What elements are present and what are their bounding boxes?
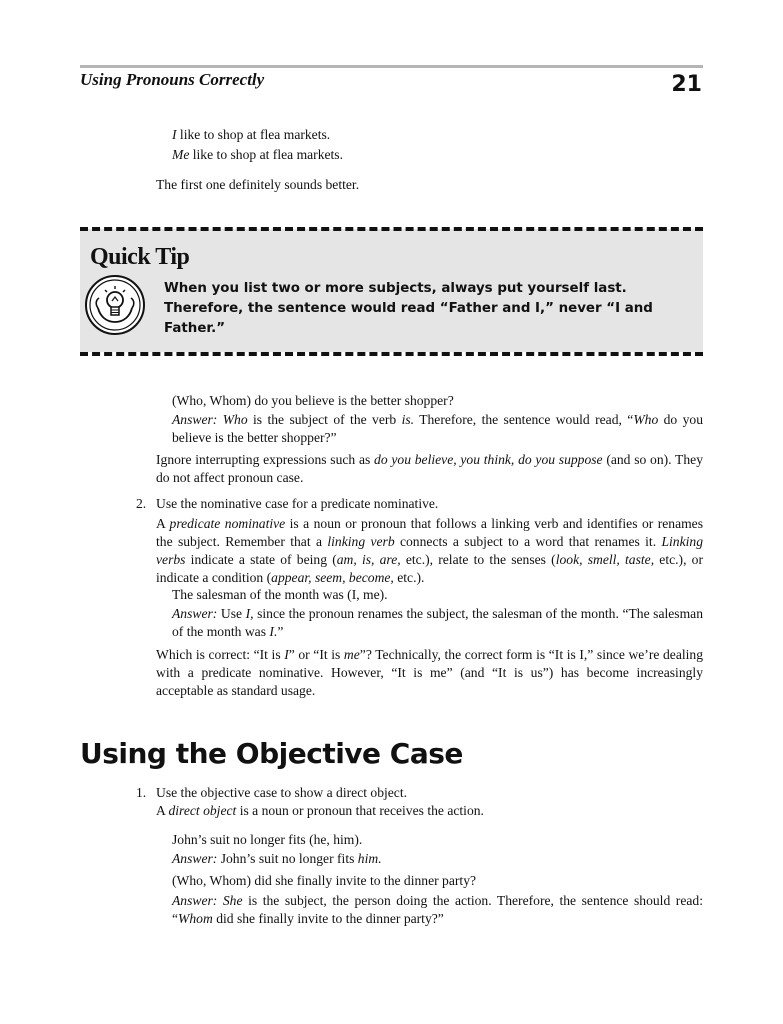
rule-2-heading: Use the nominative case for a predicate nominative. (156, 496, 439, 511)
section-heading: Using the Objective Case (80, 737, 463, 770)
it-is-me-note (156, 646, 703, 700)
text: ” (277, 624, 284, 639)
quick-tip-text: When you list two or more subjects, always put yourself last. Therefore, the sentence would read “Father and I,” never “I and Father.” (164, 281, 653, 336)
quick-tip-title: Quick Tip (90, 244, 190, 270)
answer-label: Answer: She (172, 893, 243, 908)
examples: appear, seem, become, (271, 570, 394, 585)
running-head: Using Pronouns Correctly (80, 70, 265, 89)
text: Ignore interrupting expressions such as (156, 452, 375, 467)
pronoun: I (284, 647, 289, 662)
text: like to shop at flea markets. (176, 127, 331, 142)
interrupting-expressions-note (156, 451, 703, 487)
text: is a noun or pronoun that receives the action. (236, 803, 484, 818)
pronoun: me (343, 647, 360, 662)
pronoun: I, (245, 606, 254, 621)
expressions: do you believe, you think, do you suppose (374, 452, 603, 467)
dinner-answer (172, 892, 703, 928)
text: Therefore, the sentence would read, “ (414, 412, 634, 427)
salesman-question: The salesman of the month was (I, me). (172, 587, 388, 602)
text: ”? Technically, the correct form is “It is I,” since we’re dealing with a predicate nominative. However, “It is me” (and “It is us”) has become increasingly acceptable as standard usage. (156, 647, 704, 698)
text: Which is correct: “It is (156, 647, 285, 662)
tip-top-dashed-border (80, 227, 703, 231)
tip-bottom-dashed-border (80, 352, 703, 356)
text: indicate a state of being ( (185, 552, 337, 567)
text: A (156, 516, 170, 531)
term: Linking verbs (156, 534, 704, 567)
text: like to shop at flea markets. (189, 147, 343, 162)
suit-question: John’s suit no longer fits (he, him). (172, 832, 363, 847)
examples: am, is, are, (336, 552, 401, 567)
header-rule (80, 65, 703, 68)
examples: look, smell, taste, (555, 552, 655, 567)
rule-2-number: 2. (136, 496, 147, 511)
text: is a noun or pronoun that follows a linking verb and identifies or renames the subject. Remember that a (156, 516, 703, 549)
page-number: 21 (671, 72, 702, 97)
example-i-line (172, 126, 330, 144)
term: linking verb (327, 534, 395, 549)
answer-label: Answer: (172, 851, 218, 866)
text: do you believe is the better shopper?” (172, 412, 704, 445)
pronoun: I. (269, 624, 278, 639)
text: etc.), relate to the senses ( (400, 552, 556, 567)
dinner-question: (Who, Whom) did she finally invite to the dinner party? (172, 873, 477, 888)
text: John’s suit no longer fits (217, 851, 358, 866)
who-whom-question: (Who, Whom) do you believe is the better shopper? (172, 393, 454, 408)
answer-label: Answer: (172, 606, 218, 621)
example-me-line (172, 146, 343, 164)
pronoun: Me (172, 147, 190, 162)
text: did she finally invite to the dinner party?” (212, 911, 444, 926)
lightbulb-hand-icon (84, 274, 146, 336)
term: direct object (168, 803, 237, 818)
salesman-answer (172, 605, 703, 641)
text: Use (217, 606, 246, 621)
direct-object-definition (156, 802, 484, 820)
pronoun: I (172, 127, 177, 142)
answer-label: Answer: Who (172, 412, 248, 427)
text: etc.). (393, 570, 425, 585)
pronoun: Whom (178, 911, 213, 926)
term: predicate nominative (169, 516, 286, 531)
text: (and so on). They do not affect pronoun case. (156, 452, 703, 485)
text: since the pronoun renames the subject, the salesman of the month. “The salesman of the month was (172, 606, 703, 639)
who-whom-answer (172, 411, 703, 447)
pronoun: Who (633, 412, 659, 427)
predicate-nominative-definition (156, 515, 703, 587)
objective-rule-1-heading: Use the objective case to show a direct object. (156, 785, 408, 800)
suit-answer (172, 850, 382, 868)
verb: is. (401, 412, 415, 427)
objective-rule-1-number: 1. (136, 785, 147, 800)
text: A (156, 803, 169, 818)
pronoun: him. (357, 851, 382, 866)
text: is the subject, the person doing the action. Therefore, the sentence should read: “ (172, 893, 703, 926)
text: etc.), or indicate a condition ( (156, 552, 704, 585)
text: is the subject of the verb (247, 412, 402, 427)
conclusion-text: The first one definitely sounds better. (156, 177, 360, 192)
text: ” or “It is (288, 647, 344, 662)
text: connects a subject to a word that renames it. (394, 534, 662, 549)
